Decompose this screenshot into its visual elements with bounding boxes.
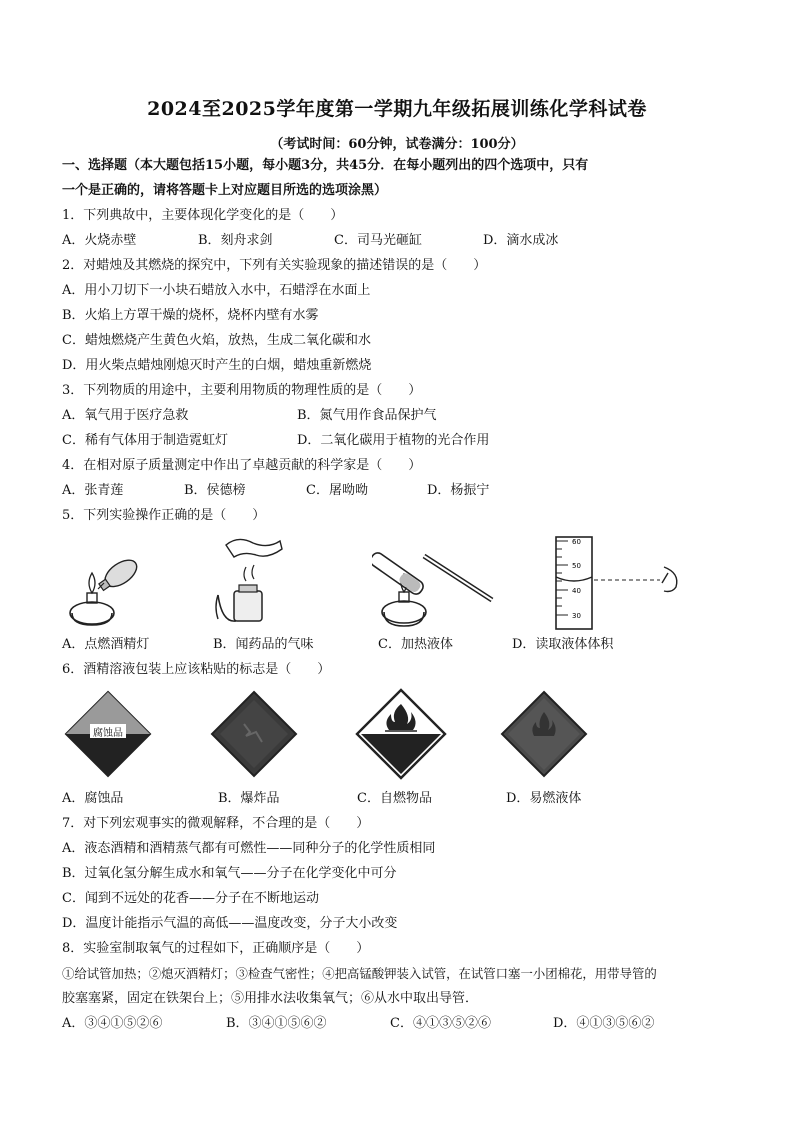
q7-option-a: A．液态酒精和酒精蒸气都有可燃性——同种分子的化学性质相同 <box>62 841 436 856</box>
q8-steps-line2: 胶塞塞紧，固定在铁架台上；⑤用排水法收集氧气；⑥从水中取出导管． <box>62 991 479 1006</box>
tick-label-50: 50 <box>572 562 581 570</box>
q2-option-d: D．用火柴点蜡烛刚熄灭时产生的白烟，蜡烛重新燃烧 <box>62 358 372 373</box>
q6-option-a: A．腐蚀品 <box>62 791 124 806</box>
flammable-liquid-sign <box>500 690 588 778</box>
q6-stem: 6．酒精溶液包装上应该粘贴的标志是（ ） <box>62 662 331 677</box>
q7-stem: 7．对下列宏观事实的微观解释，不合理的是（ ） <box>62 816 370 831</box>
q1-option-b: B．刻舟求剑 <box>198 233 273 248</box>
q7-option-d: D．温度计能指示气温的高低——温度改变，分子大小改变 <box>62 916 398 931</box>
section-heading-line1: 一、选择题（本大题包括15小题，每小题3分，共45分．在每小题列出的四个选项中，只有 <box>62 158 589 173</box>
q6-option-b: B．爆炸品 <box>218 791 280 806</box>
q3-stem: 3．下列物质的用途中，主要利用物质的物理性质的是（ ） <box>62 383 422 398</box>
q1-option-d: D．滴水成冰 <box>483 233 559 248</box>
q5-option-d: D．读取液体体积 <box>512 637 614 652</box>
q8-option-b: B．③④①⑤⑥② <box>226 1016 327 1031</box>
q6-option-c: C．自燃物品 <box>357 791 432 806</box>
graduated-cylinder-figure <box>538 533 688 633</box>
q7-option-b: B．过氧化氢分解生成水和氧气——分子在化学变化中可分 <box>62 866 397 881</box>
q6-option-d: D．易燃液体 <box>506 791 582 806</box>
q4-option-c: C．屠呦呦 <box>306 483 368 498</box>
q2-option-b: B．火焰上方罩干燥的烧杯，烧杯内壁有水雾 <box>62 308 319 323</box>
q1-option-c: C．司马光砸缸 <box>334 233 422 248</box>
q3-option-a: A．氧气用于医疗急救 <box>62 408 189 423</box>
q5-option-c: C．加热液体 <box>378 637 453 652</box>
alcohol-lamp-lighting-figure <box>62 545 152 630</box>
q4-option-b: B．侯德榜 <box>184 483 246 498</box>
q2-option-a: A．用小刀切下一小块石蜡放入水中，石蜡浮在水面上 <box>62 283 371 298</box>
corrosive-sign <box>64 690 152 778</box>
q2-option-c: C．蜡烛燃烧产生黄色火焰，放热，生成二氧化碳和水 <box>62 333 371 348</box>
q5-option-b: B．闻药品的气味 <box>213 637 314 652</box>
q4-option-a: A．张青莲 <box>62 483 124 498</box>
tick-label-60: 60 <box>572 538 581 546</box>
q5-stem: 5．下列实验操作正确的是（ ） <box>62 508 266 523</box>
corrosive-sign-label: 腐蚀品 <box>93 728 123 739</box>
q8-stem: 8．实验室制取氧气的过程如下，正确顺序是（ ） <box>62 941 370 956</box>
q8-option-d: D．④①③⑤⑥② <box>553 1016 655 1031</box>
q8-option-a: A．③④①⑤②⑥ <box>62 1016 163 1031</box>
q1-option-a: A．火烧赤壁 <box>62 233 137 248</box>
exam-title: 2024至2025学年度第一学期九年级拓展训练化学科试卷 <box>147 98 647 120</box>
q4-stem: 4．在相对原子质量测定中作出了卓越贡献的科学家是（ ） <box>62 458 422 473</box>
q8-steps-line1: ①给试管加热；②熄灭酒精灯；③检查气密性；④把高锰酸钾装入试管，在试管口塞一小团棉花，用带导管的 <box>62 966 657 981</box>
q3-option-d: D．二氧化碳用于植物的光合作用 <box>297 433 490 448</box>
tick-label-40: 40 <box>572 587 581 595</box>
q3-option-c: C．稀有气体用于制造霓虹灯 <box>62 433 228 448</box>
q4-option-d: D．杨振宁 <box>427 483 490 498</box>
q5-option-a: A．点燃酒精灯 <box>62 637 150 652</box>
q7-option-c: C．闻到不远处的花香——分子在不断地运动 <box>62 891 319 906</box>
exam-subtitle: （考试时间：60分钟，试卷满分：100分） <box>270 137 524 152</box>
explosive-sign <box>210 690 298 778</box>
q3-option-b: B．氮气用作食品保护气 <box>297 408 437 423</box>
q2-stem: 2．对蜡烛及其燃烧的探究中，下列有关实验现象的描述错误的是（ ） <box>62 258 487 273</box>
tick-label-30: 30 <box>572 612 581 620</box>
section-heading-line2: 一个是正确的，请将答题卡上对应题目所选的选项涂黑） <box>62 183 388 198</box>
q1-stem: 1．下列典故中，主要体现化学变化的是（ ） <box>62 208 344 223</box>
spontaneous-combustion-sign <box>355 688 447 780</box>
smelling-reagent-figure <box>208 535 288 630</box>
heating-liquid-figure <box>372 538 497 630</box>
q8-option-c: C．④①③⑤②⑥ <box>390 1016 491 1031</box>
